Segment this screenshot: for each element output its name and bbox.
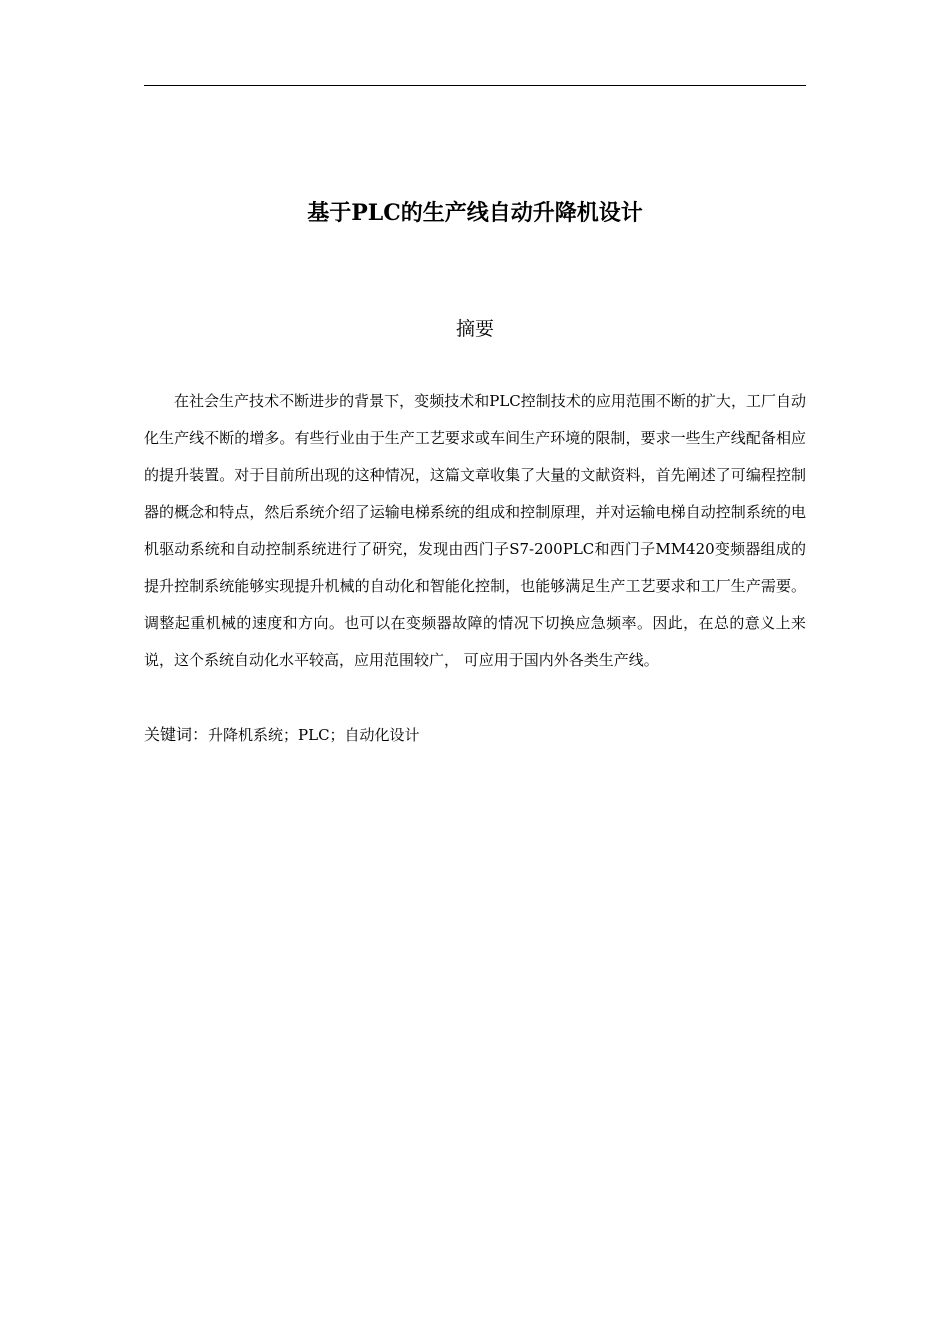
keywords-label: 关键词： [144, 725, 209, 744]
keywords-line [144, 720, 806, 750]
abstract-body: 在社会生产技术不断进步的背景下，变频技术和PLC控制技术的应用范围不断的扩大，工厂自动化生产线不断的增多。有些行业由于生产工艺要求或车间生产环境的限制，要求一些生产线配备相应的提升装置。对于目前所出现的这种情况，这篇文章收集了大量的文献资料，首先阐述了可编程控制器的概念和特点，然后系统介绍了运输电梯系统的组成和控制原理，并对运输电梯自动控制系统的电机驱动系统和自动控制系统进行了研究，发现由西门子S7-200PLC和西门子MM420变频器组成的提升控制系统能够实现提升机械的自动化和智能化控制，也能够满足生产工艺要求和工厂生产需要。调整起重机械的速度和方向。也可以在变频器故障的情况下切换应急频率。因此，在总的意义上来说，这个系统自动化水平较高，应用范围较广， 可应用于国内外各类生产线。 [144, 392, 806, 669]
document-title: 基于PLC的生产线自动升降机设计 [307, 200, 643, 226]
keywords-value: 升降机系统；PLC；自动化设计 [208, 726, 420, 744]
header-rule [144, 85, 806, 86]
abstract-heading: 摘要 [455, 318, 494, 340]
